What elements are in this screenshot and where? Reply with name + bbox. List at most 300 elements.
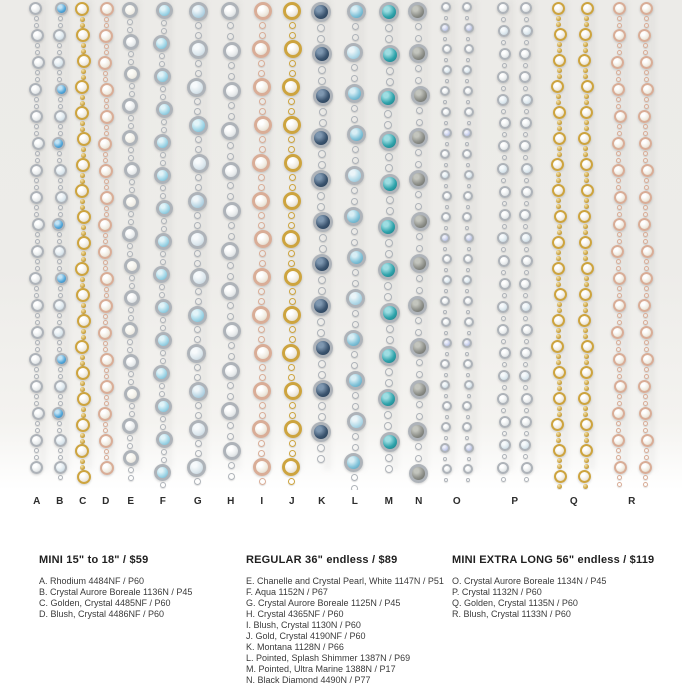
chain-link-R	[617, 23, 622, 28]
crystal-bead-Q	[581, 184, 594, 197]
chain-link-O	[465, 16, 469, 20]
chain-link-R	[617, 482, 622, 487]
crystal-bead-D	[100, 461, 114, 475]
crystal-bead-F	[154, 167, 171, 184]
chain-link-R	[616, 259, 621, 264]
crystal-bead-N	[409, 170, 428, 189]
chain-link-B	[58, 401, 63, 406]
chain-link-D	[104, 395, 109, 400]
chain-link-Q	[583, 328, 588, 333]
crystal-bead-B	[55, 272, 68, 285]
chain-link-O	[466, 415, 470, 419]
chain-link-C	[81, 231, 86, 236]
chain-link-F	[160, 185, 166, 191]
chain-link-P	[523, 63, 528, 68]
chain-link-I	[258, 440, 265, 447]
chain-link-A	[35, 77, 40, 82]
crystal-bead-P	[519, 140, 531, 152]
crystal-bead-J	[284, 420, 302, 438]
chain-link-R	[644, 23, 649, 28]
chain-link-F	[160, 251, 166, 257]
crystal-bead-J	[282, 230, 300, 248]
crystal-bead-Q	[581, 262, 594, 275]
crystal-bead-R	[612, 137, 625, 150]
chain-link-H	[228, 73, 235, 80]
chain-link-A	[35, 340, 40, 345]
chain-link-O	[444, 394, 448, 398]
chain-link-O	[443, 100, 447, 104]
crystal-bead-P	[519, 278, 531, 290]
crystal-bead-M	[378, 389, 398, 409]
chain-link-O	[444, 58, 448, 62]
chain-link-B	[57, 347, 62, 352]
chain-link-A	[34, 293, 39, 298]
crystal-bead-P	[521, 163, 533, 175]
crystal-bead-R	[639, 137, 652, 150]
chain-link-R	[644, 77, 649, 82]
chain-link-N	[416, 413, 423, 420]
crystal-bead-E	[124, 258, 140, 274]
chain-link-I	[259, 32, 266, 39]
chain-link-R	[644, 286, 649, 291]
crystal-bead-Q	[579, 288, 592, 301]
chain-link-K	[319, 245, 327, 253]
chain-link-L	[352, 444, 359, 451]
chain-link-Q	[583, 146, 588, 151]
chain-link-R	[616, 428, 621, 433]
chain-link-B	[58, 212, 63, 217]
crystal-bead-C	[77, 210, 91, 224]
chain-link-H	[227, 153, 234, 160]
crystal-bead-H	[222, 162, 240, 180]
chain-link-P	[524, 178, 529, 183]
chain-link-B	[58, 131, 63, 136]
chain-link-P	[524, 431, 529, 436]
crystal-bead-N	[409, 464, 428, 483]
legend-item: C. Golden, Crystal 4485NF / P60	[39, 598, 171, 608]
crystal-bead-P	[497, 2, 509, 14]
chain-link-J	[289, 402, 296, 409]
crystal-bead-F	[156, 200, 173, 217]
chain-link-L	[351, 64, 358, 71]
chain-link-D	[104, 125, 109, 130]
chain-label-D: D	[102, 496, 110, 507]
crystal-bead-P	[497, 163, 509, 175]
chain-link-A	[34, 374, 39, 379]
crystal-bead-P	[520, 301, 532, 313]
chain-link-I	[258, 450, 265, 457]
chain-link-F	[161, 28, 167, 34]
crystal-bead-H	[223, 42, 241, 60]
crystal-bead-O	[441, 107, 451, 117]
crystal-bead-C	[76, 158, 90, 172]
chain-link-J	[289, 22, 296, 29]
chain-link-K	[317, 35, 325, 43]
chain-link-E	[129, 411, 135, 417]
chain-link-D	[103, 260, 108, 265]
chain-link-R	[617, 16, 622, 21]
chain-link-C	[81, 153, 86, 158]
crystal-bead-C	[75, 262, 89, 276]
chain-link-I	[259, 412, 266, 419]
chain-link-C	[80, 205, 85, 210]
chain-link-O	[467, 184, 471, 188]
chain-link-Q	[557, 74, 562, 79]
chain-link-C	[80, 121, 85, 126]
crystal-bead-P	[520, 347, 532, 359]
crystal-bead-D	[100, 83, 114, 97]
chain-link-O	[465, 79, 469, 83]
chain-link-C	[81, 335, 86, 340]
chain-link-O	[445, 142, 449, 146]
crystal-bead-O	[462, 212, 472, 222]
crystal-bead-D	[98, 407, 112, 421]
crystal-bead-G	[187, 458, 206, 477]
chain-label-A: A	[33, 496, 41, 507]
chain-link-C	[80, 283, 85, 288]
crystal-bead-O	[463, 464, 473, 474]
chain-link-O	[465, 226, 469, 230]
legend-item: J. Gold, Crystal 4190NF / P60	[246, 631, 366, 641]
chain-link-P	[501, 477, 506, 482]
chain-label-O: O	[452, 496, 462, 507]
chain-link-A	[34, 23, 39, 28]
chain-link-J	[288, 478, 295, 485]
chain-link-C	[80, 439, 85, 444]
crystal-bead-O	[442, 254, 452, 264]
chain-link-G	[194, 260, 201, 267]
crystal-bead-P	[519, 370, 531, 382]
crystal-bead-C	[77, 236, 91, 250]
crystal-bead-H	[223, 442, 241, 460]
chain-link-K	[318, 66, 326, 74]
chain-link-B	[58, 455, 63, 460]
crystal-bead-P	[497, 324, 509, 336]
legend-items-regular	[246, 576, 444, 686]
crystal-bead-P	[499, 186, 511, 198]
crystal-bead-L	[346, 289, 365, 308]
crystal-bead-B	[54, 461, 67, 474]
chain-link-Q	[584, 276, 589, 281]
chain-link-N	[415, 329, 422, 336]
chain-link-K	[319, 119, 327, 127]
crystal-bead-P	[497, 94, 509, 106]
chain-link-R	[643, 313, 648, 318]
chain-link-C	[80, 101, 85, 106]
chain-link-Q	[556, 16, 561, 21]
chain-link-N	[415, 35, 422, 42]
chain-link-N	[415, 455, 422, 462]
crystal-bead-B	[55, 83, 68, 96]
crystal-bead-K	[312, 44, 332, 64]
crystal-bead-Q	[554, 470, 567, 483]
chain-link-M	[385, 153, 393, 161]
crystal-bead-B	[55, 191, 68, 204]
chain-link-K	[317, 24, 325, 32]
chain-D-shadow	[108, 0, 115, 470]
crystal-bead-Q	[580, 158, 593, 171]
chain-link-O	[443, 247, 447, 251]
chain-link-O	[444, 184, 448, 188]
chain-link-C	[80, 387, 85, 392]
chain-link-L	[351, 75, 358, 82]
chain-link-Q	[584, 94, 589, 99]
chain-link-O	[466, 268, 470, 272]
crystal-bead-L	[344, 330, 363, 349]
crystal-bead-K	[311, 170, 331, 190]
chain-link-C	[81, 257, 86, 262]
chain-link-G	[195, 298, 202, 305]
chain-link-F	[160, 193, 166, 199]
crystal-bead-P	[497, 462, 509, 474]
crystal-bead-N	[408, 296, 427, 315]
crystal-bead-N	[411, 86, 430, 105]
chain-link-O	[465, 289, 469, 293]
chain-A-shadow	[39, 0, 46, 470]
crystal-bead-Q	[552, 262, 565, 275]
chain-link-I	[258, 184, 265, 191]
legend-items-mini-extra-long	[452, 576, 654, 620]
chain-link-D	[104, 449, 109, 454]
chain-B-shadow	[62, 0, 69, 470]
crystal-bead-G	[190, 154, 209, 173]
chain-link-H	[227, 22, 234, 29]
chain-link-C	[81, 413, 86, 418]
crystal-bead-R	[639, 461, 652, 474]
chain-link-F	[161, 449, 167, 455]
chain-link-D	[104, 368, 109, 373]
chain-link-A	[34, 97, 39, 102]
crystal-bead-D	[100, 380, 114, 394]
chain-link-B	[57, 428, 62, 433]
crystal-bead-O	[440, 86, 450, 96]
chain-link-R	[643, 43, 648, 48]
chain-link-M	[386, 207, 394, 215]
crystal-bead-K	[313, 338, 333, 358]
chain-link-R	[644, 16, 649, 21]
chain-link-I	[259, 364, 266, 371]
crystal-bead-O	[442, 65, 452, 75]
crystal-bead-K	[311, 296, 331, 316]
legend-column-mini	[39, 554, 192, 620]
chain-link-Q	[557, 120, 562, 125]
chain-link-C	[80, 355, 85, 360]
chain-link-F	[161, 218, 167, 224]
crystal-bead-O	[442, 464, 452, 474]
chain-link-O	[467, 331, 471, 335]
chain-link-N	[415, 203, 422, 210]
crystal-bead-C	[75, 2, 89, 16]
legend-item: A. Rhodium 4484NF / P60	[39, 576, 145, 586]
chain-link-P	[501, 408, 506, 413]
chain-label-L: L	[351, 496, 359, 507]
chain-link-A	[34, 104, 39, 109]
chain-link-M	[386, 67, 394, 75]
chain-link-K	[318, 150, 326, 158]
chain-link-E	[129, 83, 135, 89]
crystal-bead-Q	[578, 132, 591, 145]
legend-item: R. Blush, Crystal 1133N / P60	[452, 609, 571, 619]
crystal-bead-O	[462, 2, 472, 12]
chain-link-Q	[557, 302, 562, 307]
crystal-bead-D	[98, 326, 112, 340]
chain-link-H	[228, 102, 235, 109]
chain-link-C	[80, 381, 85, 386]
chain-link-B	[57, 70, 62, 75]
chain-link-J	[289, 32, 296, 39]
chain-link-R	[617, 232, 622, 237]
chain-link-G	[194, 374, 201, 381]
crystal-bead-E	[122, 2, 138, 18]
crystal-bead-O	[462, 128, 472, 138]
chain-link-R	[617, 239, 622, 244]
chain-link-K	[318, 371, 326, 379]
chain-link-N	[416, 275, 423, 282]
chain-link-H	[227, 142, 234, 149]
chain-link-J	[288, 136, 295, 143]
chain-link-R	[616, 77, 621, 82]
crystal-bead-F	[155, 398, 172, 415]
legend-heading-regular: REGULAR 36" endless / $89	[246, 554, 398, 566]
crystal-bead-N	[410, 254, 429, 273]
chain-link-O	[444, 478, 448, 482]
crystal-bead-Q	[581, 80, 594, 93]
crystal-bead-H	[221, 2, 239, 20]
chain-link-L	[351, 474, 358, 481]
chain-link-G	[195, 32, 202, 39]
chain-link-C	[80, 127, 85, 132]
crystal-bead-B	[55, 353, 68, 366]
chain-link-M	[386, 336, 394, 344]
crystal-bead-P	[499, 439, 511, 451]
chain-link-O	[445, 205, 449, 209]
legend-item: D. Blush, Crystal 4486NF / P60	[39, 609, 165, 619]
chain-link-R	[617, 374, 622, 379]
chain-link-R	[617, 286, 622, 291]
crystal-bead-F	[153, 266, 170, 283]
legend-item: O. Crystal Aurore Boreale 1134N / P45	[452, 576, 607, 586]
chain-link-J	[289, 440, 296, 447]
chain-link-C	[81, 69, 86, 74]
crystal-bead-C	[75, 80, 89, 94]
chain-link-I	[259, 250, 266, 257]
chain-link-I	[258, 336, 265, 343]
chain-link-Q	[556, 354, 561, 359]
chain-link-F	[160, 160, 166, 166]
crystal-bead-L	[347, 412, 366, 431]
crystal-bead-K	[311, 2, 331, 22]
chain-link-F	[161, 119, 167, 125]
crystal-bead-I	[252, 40, 270, 58]
chain-link-Q	[556, 172, 561, 177]
crystal-bead-F	[156, 431, 173, 448]
crystal-bead-P	[498, 255, 510, 267]
chain-link-Q	[583, 484, 588, 489]
chain-link-I	[258, 298, 265, 305]
legend-items-mini	[39, 576, 192, 620]
chain-link-C	[81, 49, 86, 54]
crystal-bead-A	[30, 461, 43, 474]
chain-link-P	[524, 17, 529, 22]
chain-link-F	[160, 94, 166, 100]
chain-link-B	[57, 232, 62, 237]
crystal-bead-R	[614, 110, 627, 123]
crystal-bead-M	[380, 45, 400, 65]
chain-link-J	[289, 336, 296, 343]
chain-link-Q	[584, 354, 589, 359]
chain-link-B	[58, 475, 63, 480]
chain-link-Q	[584, 120, 589, 125]
chain-link-M	[386, 78, 394, 86]
chain-link-B	[58, 448, 63, 453]
crystal-bead-Q	[580, 366, 593, 379]
chain-link-J	[289, 60, 296, 67]
crystal-bead-R	[641, 353, 654, 366]
chain-link-R	[616, 347, 621, 352]
crystal-bead-F	[156, 101, 173, 118]
crystal-bead-E	[122, 226, 138, 242]
crystal-bead-I	[252, 420, 270, 438]
crystal-bead-O	[442, 275, 452, 285]
chain-R-shadow	[621, 0, 628, 470]
chain-link-O	[444, 268, 448, 272]
chain-link-E	[128, 147, 134, 153]
chain-link-P	[524, 477, 529, 482]
chain-link-A	[35, 43, 40, 48]
chain-link-B	[58, 394, 63, 399]
chain-link-O	[444, 436, 448, 440]
crystal-bead-D	[98, 137, 112, 151]
chain-link-R	[643, 320, 648, 325]
chain-link-E	[128, 51, 134, 57]
chain-link-A	[35, 313, 40, 318]
chain-label-N: N	[415, 496, 423, 507]
chain-link-M	[385, 239, 393, 247]
chain-link-J	[288, 98, 295, 105]
chain-label-J: J	[288, 496, 296, 507]
chain-link-O	[466, 205, 470, 209]
crystal-bead-L	[347, 125, 366, 144]
crystal-bead-Q	[580, 106, 593, 119]
chain-label-C: C	[79, 496, 87, 507]
crystal-bead-Q	[578, 470, 591, 483]
chain-link-P	[523, 155, 528, 160]
chain-link-K	[318, 77, 326, 85]
chain-link-Q	[583, 302, 588, 307]
crystal-bead-Q	[554, 288, 567, 301]
crystal-bead-C	[75, 444, 89, 458]
chain-link-M	[386, 196, 394, 204]
chain-link-C	[80, 465, 85, 470]
chain-link-C	[80, 433, 85, 438]
chain-link-K	[318, 402, 326, 410]
chain-link-G	[195, 412, 202, 419]
chain-link-D	[103, 71, 108, 76]
chain-link-Q	[556, 276, 561, 281]
chain-link-D	[103, 152, 108, 157]
chain-link-Q	[583, 68, 588, 73]
chain-link-R	[643, 232, 648, 237]
crystal-bead-I	[253, 268, 271, 286]
crystal-bead-P	[497, 232, 509, 244]
crystal-bead-H	[221, 122, 239, 140]
chain-link-I	[259, 402, 266, 409]
chain-link-P	[523, 293, 528, 298]
crystal-bead-R	[612, 164, 625, 177]
chain-link-K	[318, 413, 326, 421]
crystal-bead-K	[313, 380, 333, 400]
chain-link-G	[195, 184, 202, 191]
